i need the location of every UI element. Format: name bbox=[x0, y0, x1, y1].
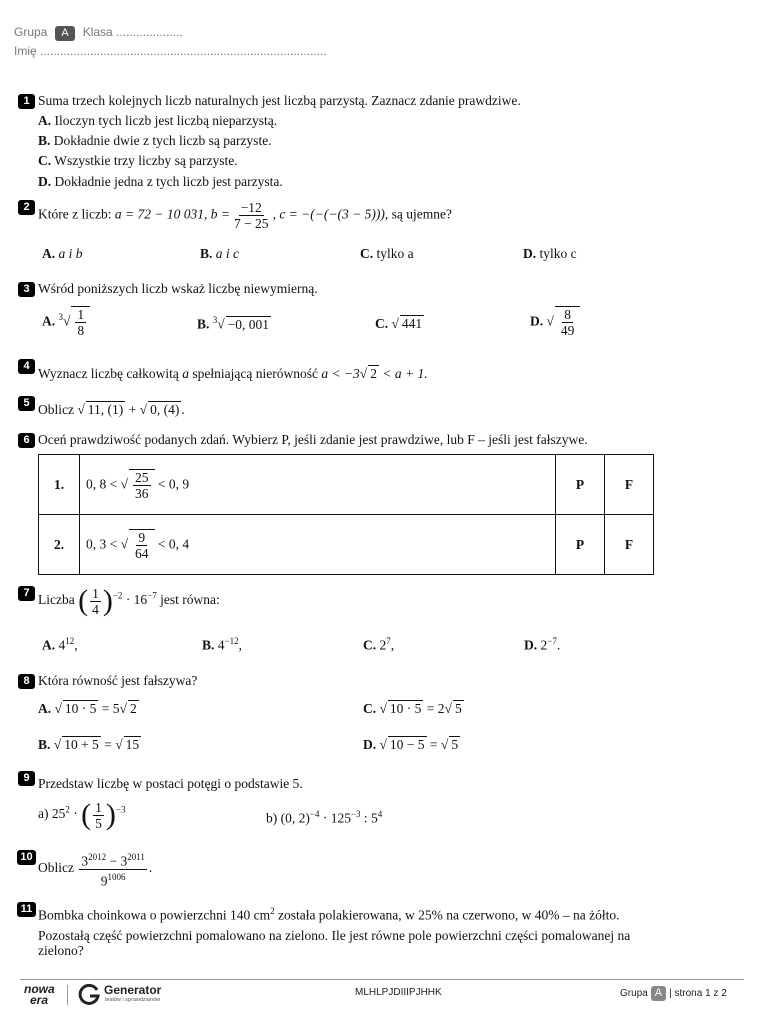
question-number-11: 11 bbox=[17, 902, 36, 917]
q2-option-b[interactable]: B. a i c bbox=[200, 246, 240, 261]
class-label: Klasa bbox=[82, 25, 113, 39]
row-statement: 0, 8 < √ $\frac{25}{36}$ < 0, 9 bbox=[80, 455, 556, 515]
q9-part-b: b) (0, $2)^{-4} \cdot 125^{-3}$ : $5^4$ bbox=[266, 809, 383, 826]
question-11-line-3: zielono? bbox=[38, 943, 84, 958]
q1-option-a[interactable]: A. Iloczyn tych liczb jest liczbą nieparzystą. bbox=[38, 113, 278, 128]
question-1-text: Suma trzech kolejnych liczb naturalnych jest liczbą parzystą. Zaznacz zdanie prawdziwe. bbox=[38, 93, 521, 108]
class-field[interactable]: .................... bbox=[116, 25, 183, 39]
q9-part-a: a) $25^2$ · ( $\frac{1}{5}$ )$^{-3}$ bbox=[38, 798, 126, 831]
question-7-text: Liczba ( $\frac{1}{4}$ )$^{-2} \cdot 16^{-7}$ jest równa: bbox=[38, 584, 220, 617]
true-false-table bbox=[38, 454, 654, 575]
logo-divider bbox=[67, 985, 68, 1005]
question-number-1: 1 bbox=[18, 94, 35, 109]
q8-option-b[interactable]: B. √ 10 + 5 = √ 15 bbox=[38, 737, 140, 752]
fraction: $\frac{-12}{7 - 25}$ bbox=[233, 200, 269, 231]
q8-option-c[interactable]: C. √ 10 · 5 = 2√ 5 bbox=[363, 701, 462, 716]
question-5-text: Oblicz √ 11, (1) + √ 0, (4) . bbox=[38, 402, 185, 417]
generator-logo-title: Generator bbox=[104, 983, 162, 997]
q1-option-c[interactable]: C. Wszystkie trzy liczby są parzyste. bbox=[38, 153, 238, 168]
header-name-line bbox=[14, 44, 327, 58]
question-number-3: 3 bbox=[18, 282, 35, 297]
q1-option-b[interactable]: B. Dokładnie dwie z tych liczb są parzyste. bbox=[38, 133, 272, 148]
q3-option-c[interactable]: C. √ 441 bbox=[375, 316, 423, 331]
row-number: 2. bbox=[39, 515, 80, 575]
question-2-text: Które z liczb: a = 72 − 10 031, b = $\frac{-12}{7 - 25}$ , c = −(−(−(3 − 5))), są ujemne? bbox=[38, 200, 452, 231]
true-option[interactable]: P bbox=[556, 455, 605, 515]
q2-option-d[interactable]: D. tylko c bbox=[523, 246, 577, 261]
name-field[interactable]: ...................................................................................... bbox=[40, 44, 327, 58]
footer-divider bbox=[20, 979, 744, 980]
q3-option-d[interactable]: D. √ $\frac{8}{49}$ bbox=[530, 306, 580, 338]
name-label: Imię bbox=[14, 44, 37, 58]
question-3-text: Wśród poniższych liczb wskaż liczbę niewymierną. bbox=[38, 281, 318, 296]
q8-option-d[interactable]: D. √ 10 − 5 = √ 5 bbox=[363, 737, 459, 752]
generator-logo-icon bbox=[77, 983, 101, 1011]
question-number-7: 7 bbox=[18, 586, 35, 601]
document-code: MLHLPJDIIIPJHHK bbox=[355, 987, 442, 998]
question-4-text: Wyznacz liczbę całkowitą a spełniającą nierówność a < −3√ 2 < a + 1. bbox=[38, 366, 428, 381]
question-number-2: 2 bbox=[18, 200, 35, 215]
q7-option-c[interactable]: C. $2^7$, bbox=[363, 636, 395, 653]
nowa-era-logo: nowa era bbox=[24, 982, 55, 1007]
q7-option-b[interactable]: B. $4^{-12}$, bbox=[202, 636, 242, 653]
table-row bbox=[39, 515, 654, 575]
question-number-6: 6 bbox=[18, 433, 35, 448]
question-11-line-1: Bombka choinkowa o powierzchni 140 $cm^2$ została polakierowana, w 25% na czerwono, w 40% – na żółto. bbox=[38, 906, 620, 923]
table-row bbox=[39, 455, 654, 515]
false-option[interactable]: F bbox=[605, 515, 654, 575]
question-number-8: 8 bbox=[18, 674, 35, 689]
footer-group-badge: A bbox=[651, 986, 666, 1001]
q1-option-d[interactable]: D. Dokładnie jedna z tych liczb jest parzysta. bbox=[38, 174, 283, 189]
question-number-5: 5 bbox=[18, 396, 35, 411]
question-number-4: 4 bbox=[18, 359, 35, 374]
group-badge: A bbox=[55, 26, 74, 41]
generator-logo-subtitle: testów i sprawdzianów bbox=[105, 997, 161, 1003]
question-11-line-2: Pozostałą część powierzchni pomalowano na zielono. Ile jest równe pole powierzchni części pomalowanej na bbox=[38, 928, 631, 943]
question-number-10: 10 bbox=[17, 850, 36, 865]
question-number-9: 9 bbox=[18, 771, 35, 786]
header-group-line bbox=[14, 25, 183, 41]
question-10-text: Oblicz $\frac{3^{2012} - 3^{2011}}{9^{1006}}$ . bbox=[38, 852, 153, 888]
q8-option-a[interactable]: A. √ 10 · 5 = 5√ 2 bbox=[38, 701, 137, 716]
row-number: 1. bbox=[39, 455, 80, 515]
group-label: Grupa bbox=[14, 25, 48, 39]
true-option[interactable]: P bbox=[556, 515, 605, 575]
q7-option-d[interactable]: D. $2^{-7}$. bbox=[524, 636, 561, 653]
row-statement: 0, 3 < √ $\frac{9}{64}$ < 0, 4 bbox=[80, 515, 556, 575]
q3-option-b[interactable]: B. $^3$√ −0, 001 bbox=[197, 315, 270, 332]
q7-option-a[interactable]: A. $4^{12}$, bbox=[42, 636, 78, 653]
question-8-text: Która równość jest fałszywa? bbox=[38, 673, 198, 688]
false-option[interactable]: F bbox=[605, 455, 654, 515]
q3-option-a[interactable]: A. $^3$√ $\frac{1}{8}$ bbox=[42, 306, 90, 338]
question-6-text: Oceń prawdziwość podanych zdań. Wybierz P, jeśli zdanie jest prawdziwe, lub F – jeśli jest fałszywe. bbox=[38, 432, 588, 447]
question-9-text: Przedstaw liczbę w postaci potęgi o podstawie 5. bbox=[38, 776, 303, 791]
footer-page-info: Grupa A | strona 1 z 2 bbox=[620, 987, 727, 999]
q2-option-a[interactable]: A. a i b bbox=[42, 246, 83, 261]
q2-option-c[interactable]: C. tylko a bbox=[360, 246, 414, 261]
